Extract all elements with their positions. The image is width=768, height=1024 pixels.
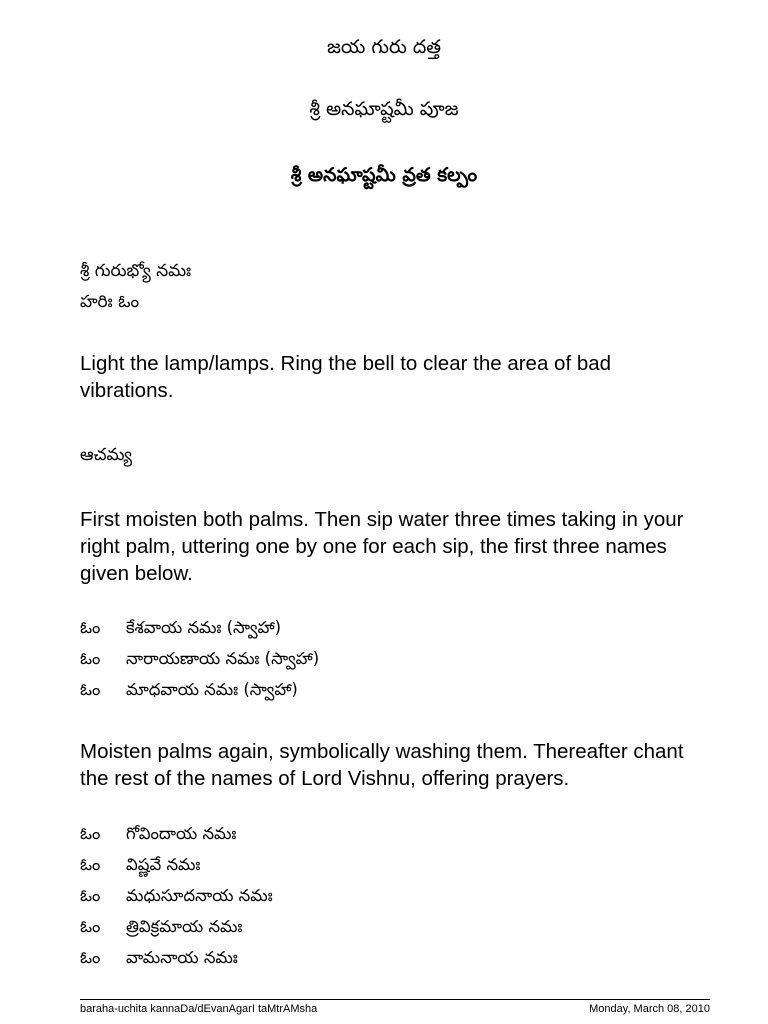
om-syllable: ఓం: [80, 618, 101, 637]
title-anaghashtami-puja: శ్రీ అనఘాష్టమీ పూజ: [309, 98, 459, 120]
instruction-lamp-block: [80, 350, 700, 404]
mantra-text: మధుసూదనాయ నమః: [126, 886, 273, 905]
achamya-heading: ఆచమ్య: [80, 445, 133, 465]
instruction-wash: Moisten palms again, symbolically washing them. Thereafter chant the rest of the names of Lord Vishnu, offering prayers.: [80, 740, 684, 790]
footer-divider: [80, 999, 710, 1000]
mantra-text: విష్ణవే నమః: [126, 855, 201, 874]
instruction-lamp: Light the lamp/lamps. Ring the bell to clear the area of bad vibrations.: [80, 352, 612, 402]
title-jaya-guru-datta: జయ గురు దత్త: [326, 36, 442, 58]
footer-date: Monday, March 08, 2010: [589, 1003, 710, 1015]
instruction-sip: First moisten both palms. Then sip water three times taking in your right palm, uttering one by one for each sip, the first three names given below.: [80, 508, 684, 585]
om-syllable: ఓం: [80, 948, 101, 967]
invocation-guru: శ్రీ గురుభ్యో నమః: [80, 261, 192, 281]
mantra-row: [80, 674, 700, 705]
om-syllable: ఓం: [80, 855, 101, 874]
om-syllable: ఓం: [80, 886, 101, 905]
mantra-row: [80, 911, 700, 942]
om-syllable: ఓం: [80, 649, 101, 668]
mantra-list-sip: [80, 612, 700, 705]
instruction-sip-block: [80, 506, 700, 587]
mantra-text: మాధవాయ నమః (స్వాహా): [126, 680, 298, 699]
mantra-text: గోవిందాయ నమః: [126, 824, 237, 843]
om-syllable: ఓం: [80, 680, 101, 699]
mantra-text: నారాయణాయ నమః (స్వాహా): [126, 649, 320, 668]
mantra-row: [80, 818, 700, 849]
footer-software-note: baraha-uchita kannaDa/dEvanAgarI taMtrAMsha: [80, 1003, 318, 1015]
invocation-hari-om: హరిః ఓం: [80, 292, 140, 312]
om-syllable: ఓం: [80, 824, 101, 843]
mantra-row: [80, 880, 700, 911]
achamya-block: [80, 440, 700, 471]
mantra-text: కేశవాయ నమః (స్వాహా): [126, 618, 282, 637]
mantra-text: త్రివిక్రమాయ నమః: [126, 917, 243, 936]
invocation-block: [80, 256, 700, 318]
mantra-row: [80, 612, 700, 643]
mantra-row: [80, 942, 700, 973]
mantra-row: [80, 643, 700, 674]
title-vrata-kalpam: శ్రీ అనఘాష్టమీ వ్రత కల్పం: [290, 164, 478, 186]
instruction-wash-block: [80, 738, 700, 792]
mantra-row: [80, 849, 700, 880]
mantra-list-chant: [80, 818, 700, 973]
mantra-text: వామనాయ నమః: [126, 948, 238, 967]
om-syllable: ఓం: [80, 917, 101, 936]
